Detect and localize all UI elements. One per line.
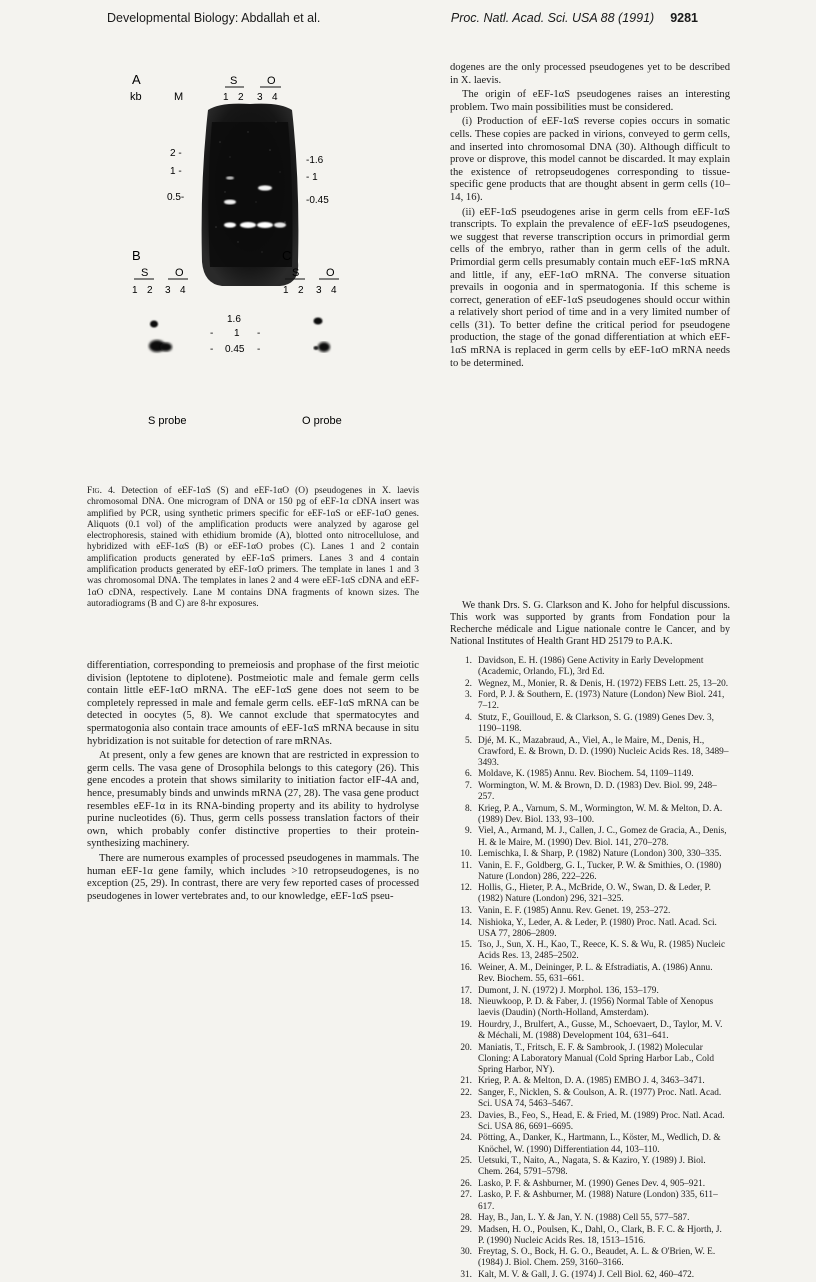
reference-text: Vanin, E. F., Goldberg, G. I., Tucker, P. W. & Smithies, O. (1980) Nature (London) 286, 222–226.: [478, 860, 722, 882]
reference-number: 15.: [460, 940, 472, 951]
reference-item: [450, 804, 730, 826]
reference-number: 3.: [465, 690, 472, 701]
reference-number: 12.: [460, 883, 472, 894]
reference-text: Lemischka, I. & Sharp, P. (1982) Nature (London) 300, 330–335.: [478, 849, 722, 860]
reference-text: Lasko, P. F. & Ashburner, M. (1990) Genes Dev. 4, 905–921.: [478, 1178, 706, 1189]
reference-item: [450, 736, 730, 769]
c-lane-4: 4: [331, 285, 337, 296]
reference-item: [450, 861, 730, 883]
reference-item: [450, 1270, 730, 1281]
bc-marker-1.6: 1.6: [227, 314, 241, 325]
reference-text: Davidson, E. H. (1986) Gene Activity in Early Development (Academic, Orlando, FL), 3rd Ed.: [478, 656, 704, 678]
reference-item: [450, 1043, 730, 1076]
reference-text: Krieg, P. A. & Melton, D. A. (1985) EMBO J. 4, 3463–3471.: [478, 1076, 705, 1087]
reference-number: 5.: [465, 735, 472, 746]
c-o-label: O: [326, 267, 335, 279]
o-probe-label: O probe: [302, 415, 342, 427]
s-probe-label: S probe: [148, 415, 187, 427]
reference-number: 4.: [465, 712, 472, 723]
reference-item: [450, 997, 730, 1019]
s-primer-label: S: [230, 75, 238, 87]
reference-text: Freytag, S. O., Bock, H. G. O., Beaudet, A. L. & O'Brien, W. E. (1984) J. Biol. Chem. 259, 3160–3166.: [478, 1247, 716, 1269]
reference-item: [450, 1190, 730, 1212]
b-lane-1: 1: [132, 285, 138, 296]
reference-number: 10.: [460, 849, 472, 860]
right-column-body: [450, 62, 730, 372]
reference-text: Stutz, F., Gouilloud, E. & Clarkson, S. G. (1989) Genes Dev. 3, 1190–1198.: [478, 712, 714, 735]
reference-list: [450, 656, 730, 1282]
reference-text: Hollis, G., Hieter, P. A., McBride, O. W., Swan, D. & Leder, P. (1982) Nature (London) 296, 321–325.: [478, 883, 711, 905]
reference-number: 7.: [465, 781, 472, 792]
reference-number: 16.: [460, 963, 472, 974]
reference-item: [450, 713, 730, 735]
reference-text: Hay, B., Jan, L. Y. & Jan, Y. N. (1988) Cell 55, 577–587.: [478, 1213, 690, 1224]
reference-item: [450, 1156, 730, 1178]
reference-text: Tso, J., Sun, X. H., Kao, T., Reece, K. S. & Wu, R. (1985) Nucleic Acids Res. 13, 2485–2502.: [478, 940, 726, 962]
reference-number: 25.: [460, 1156, 472, 1167]
b-lane-4: 4: [180, 285, 186, 296]
bc-marker-1-value: 1: [234, 328, 240, 339]
reference-number: 28.: [460, 1213, 472, 1224]
running-header-right: [451, 11, 698, 25]
reference-text: Moldave, K. (1985) Annu. Rev. Biochem. 54, 1109–1149.: [478, 769, 694, 780]
autoradiogram-o-probe: [314, 318, 331, 353]
reference-number: 18.: [460, 997, 472, 1008]
reference-text: Pötting, A., Danker, K., Hartmann, L., Köster, M., Wedlich, D. & Knöchel, W. (1990) Differentiation 44, 103–110.: [478, 1133, 721, 1155]
reference-text: Maniatis, T., Fritsch, E. F. & Sambrook, J. (1982) Molecular Cloning: A Laboratory Manual (Cold Spring Harbor Lab., Cold Spring Harbor, NY).: [478, 1042, 715, 1075]
reference-text: Wegnez, M., Monier, R. & Denis, H. (1972) FEBS Lett. 25, 13–20.: [478, 678, 729, 689]
reference-item: [450, 883, 730, 905]
paragraph: differentiation, corresponding to premeiosis and prophase of the first meiotic division (leptotene to diplotene). Postmeiotic male and female germ cells contain little eEF-1αO mRNA. The eEF-1αS gene does not seem to be completely repressed in male and female germ cells. eEF-1αS mRNA can be detected in oocytes (5, 8). We cannot exclude that spermatocytes and spermatogonia also contain trace amounts of eEF-1αS mRNA because in situ hybridization is not suitable for detection of rare mRNAs.: [87, 660, 419, 747]
marker-1kb: 1 -: [170, 166, 182, 177]
reference-item: [450, 1225, 730, 1247]
reference-text: Viel, A., Armand, M. J., Callen, J. C., Gomez de Gracia, A., Denis, H. & le Maire, M. (1990) Dev. Biol. 141, 270–278.: [478, 826, 727, 848]
reference-text: Djé, M. K., Mazabraud, A., Viel, A., le Maire, M., Denis, H., Crawford, E. & Brown, D. D. (1990) Nucleic Acids Res. 18, 3489–3493.: [478, 735, 729, 768]
b-o-label: O: [175, 267, 184, 279]
reference-number: 26.: [460, 1178, 472, 1189]
reference-number: 2.: [465, 678, 472, 689]
paragraph: (ii) eEF-1αS pseudogenes arise in germ cells from eEF-1αS transcripts. To explain the prevalence of eEF-1αS pseudogenes, we suggest that reverse transcription occurs in primordial germ cells of the embryo, rather than in germ cells of the adult. Primordial germ cells presumably contain much eEF-1αS mRNA and little, if any, eEF-1αO mRNA. The converse situation prevails in oogonia and in spermatogonia. If this scheme is correct, generation of eEF-1αS pseudogenes should occur within a relatively short period of time and in a very limited number of cells (31). To better define the critical period for pseudogene production, the stage of the gonad differentiation at which eEF-1αS mRNA is replaced in germ cells by eEF-1αO mRNA needs to be determined.: [450, 206, 730, 369]
reference-number: 9.: [465, 826, 472, 837]
reference-item: [450, 940, 730, 962]
bc-marker-0.45-dash: -: [210, 344, 214, 355]
lane-1-label: 1: [223, 92, 229, 103]
kb-label: kb: [130, 91, 142, 103]
reference-text: Vanin, E. F. (1985) Annu. Rev. Genet. 19, 253–272.: [478, 906, 671, 917]
marker-0.5kb: 0.5-: [167, 192, 185, 203]
reference-item: [450, 1111, 730, 1133]
caption-text: Detection of eEF-1αS (S) and eEF-1αO (O) pseudogenes in X. laevis chromosomal DNA. One microgram of DNA or 150 pg of eEF-1α cDNA insert was amplified by PCR, using synthetic primers specific for eEF-1αS or eEF-1αO genes. Aliquots (0.1 vol) of the amplification products were analyzed by agarose gel electrophoresis, stained with ethidium bromide (A), blotted onto nitrocellulose, and hybridized with eEF-1αS (B) or eEF-1αO probes (C). Lanes 1 and 2 contain amplification products generated by eEF-1αS primers. Lanes 3 and 4 contain amplification products generated by eEF-1αO primers. The template in lanes 1 and 3 was chromosomal DNA. The templates in lanes 2 and 4 were eEF-1αS cDNA and eEF-1αO cDNA, respectively. Lane M contains DNA fragments of known sizes. The autoradiograms (B and C) are 8-hr exposures.: [87, 486, 419, 609]
reference-item: [450, 769, 730, 780]
lane-3-label: 3: [257, 92, 263, 103]
reference-number: 21.: [460, 1076, 472, 1087]
reference-item: [450, 826, 730, 848]
reference-text: Nishioka, Y., Leder, A. & Leder, P. (1980) Proc. Natl. Acad. Sci. USA 77, 2806–2809.: [478, 917, 717, 939]
reference-number: 19.: [460, 1020, 472, 1030]
paragraph: (i) Production of eEF-1αS reverse copies occurs in somatic cells. These copies are packed in virions, conveyed to germ cells, and inserted into chromosomal DNA (30). Although difficult to prove or disprove, this model cannot be discarded. It may explain the existence of retropseudogenes corresponding to tissue-specific gene products that are thought absent in germ cells (10–14, 16).: [450, 116, 730, 203]
reference-text: Krieg, P. A., Varnum, S. M., Wormington, W. M. & Melton, D. A. (1989) Dev. Biol. 133, 93–100.: [478, 803, 723, 825]
figure-4: [130, 62, 420, 462]
reference-text: Uetsuki, T., Naito, A., Nagata, S. & Kaziro, Y. (1989) J. Biol. Chem. 264, 5791–5798.: [478, 1156, 706, 1178]
reference-text: Kalt, M. V. & Gall, J. G. (1974) J. Cell Biol. 62, 460–472.: [478, 1270, 695, 1281]
lane-m-label: M: [174, 91, 184, 103]
reference-number: 6.: [465, 769, 472, 780]
svg-text:-: -: [257, 344, 261, 355]
panel-b-label: B: [132, 248, 141, 263]
reference-number: 14.: [460, 917, 472, 928]
reference-item: [450, 690, 730, 712]
reference-item: [450, 963, 730, 985]
reference-number: 8.: [465, 803, 472, 814]
o-primer-label: O: [267, 75, 276, 87]
c-s-label: S: [292, 267, 300, 279]
reference-number: 17.: [460, 985, 472, 996]
reference-text: Ford, P. J. & Southern, E. (1973) Nature (London) New Biol. 241, 7–12.: [478, 690, 725, 712]
reference-number: 11.: [460, 860, 472, 871]
c-lane-2: 2: [298, 285, 304, 296]
autoradiogram-s-probe: [149, 321, 172, 353]
reference-text: Sanger, F., Nicklen, S. & Coulson, A. R. (1977) Proc. Natl. Acad. Sci. USA 74, 5463–5467.: [478, 1088, 722, 1110]
left-column-body: [87, 660, 419, 905]
reference-number: 24.: [460, 1133, 472, 1144]
reference-number: 23.: [460, 1110, 472, 1121]
reference-text: Hourdry, J., Brulfert, A., Gusse, M., Schoevaert, D., Taylor, M. V. & Méchali, M. (1988) Development 104, 631–641.: [478, 1020, 723, 1042]
b-lane-2: 2: [147, 285, 153, 296]
bc-marker-0.45: 0.45: [225, 344, 245, 355]
reference-item: [450, 679, 730, 690]
reference-item: [450, 1213, 730, 1224]
paragraph: dogenes are the only processed pseudogenes yet to be described in X. laevis.: [450, 62, 730, 86]
reference-item: [450, 1133, 730, 1155]
marker-2kb: 2 -: [170, 148, 182, 159]
panel-a-label: A: [132, 72, 141, 87]
reference-item: [450, 906, 730, 917]
reference-item: [450, 1076, 730, 1087]
svg-text:-: -: [257, 328, 261, 339]
reference-number: 13.: [460, 906, 472, 917]
reference-text: Lasko, P. F. & Ashburner, M. (1988) Nature (London) 335, 611–617.: [478, 1190, 718, 1212]
reference-item: [450, 986, 730, 997]
reference-item: [450, 1247, 730, 1269]
reference-item: [450, 656, 730, 678]
reference-item: [450, 1020, 730, 1042]
reference-text: Madsen, H. O., Poulsen, K., Dahl, O., Clark, B. F. C. & Hjorth, J. P. (1990) Nucleic Acids Res. 18, 1513–1516.: [478, 1224, 722, 1246]
running-header-left: Developmental Biology: Abdallah et al.: [107, 11, 321, 25]
marker-1: - 1: [306, 172, 318, 183]
reference-item: [450, 1088, 730, 1110]
reference-number: 20.: [460, 1042, 472, 1053]
paragraph: The origin of eEF-1αS pseudogenes raises an interesting problem. Two main possibilities must be considered.: [450, 89, 730, 113]
reference-text: Weiner, A. M., Deininger, P. L. & Efstradiatis, A. (1986) Annu. Rev. Biochem. 55, 631–661.: [478, 963, 713, 985]
b-lane-3: 3: [165, 285, 171, 296]
paragraph: At present, only a few genes are known that are restricted in expression to germ cells. The vasa gene of Drosophila belongs to this category (26). This gene encodes a protein that shows similarity to initiation factor eIF-4A and, hence, presumably binds and unwinds mRNA (27, 28). The vasa gene product resembles eEF-1α in its RNA-binding property and its ability to hydrolyse purine nucleotides (6). Thus, germ cells possess translation factors of their own, which probably confer distinctive properties to their protein-synthesizing machinery.: [87, 750, 419, 850]
marker-0.45: -0.45: [306, 195, 329, 206]
marker-1.6: -1.6: [306, 155, 324, 166]
reference-item: [450, 849, 730, 860]
c-lane-3: 3: [316, 285, 322, 296]
reference-number: 22.: [460, 1088, 472, 1099]
b-s-label: S: [141, 267, 149, 279]
reference-item: [450, 1179, 730, 1190]
acknowledgement: We thank Drs. S. G. Clarkson and K. Joho for helpful discussions. This work was supported by grants from Fondation pour la Recherche médicale and Ligue nationale contre le Cancer, and by National Institutes of Health Grant HD 25179 to P.A.K.: [450, 600, 730, 647]
journal-citation: Proc. Natl. Acad. Sci. USA 88 (1991): [450, 11, 655, 25]
reference-number: 29.: [460, 1224, 472, 1235]
page-number: 9281: [670, 11, 698, 25]
c-lane-1: 1: [283, 285, 289, 296]
reference-text: Wormington, W. M. & Brown, D. D. (1983) Dev. Biol. 99, 248–257.: [478, 781, 717, 803]
reference-item: [450, 918, 730, 940]
paragraph: There are numerous examples of processed pseudogenes in mammals. The human eEF-1α gene family, which includes >10 retropseudogenes, is no exception (25, 29). In contrast, there are very few reported cases of processed pseudogenes in lower vertebrates and, to our knowledge, eEF-1αS pseu-: [87, 852, 419, 902]
reference-number: 31.: [460, 1270, 472, 1281]
reference-number: 1.: [465, 656, 472, 666]
reference-number: 30.: [460, 1247, 472, 1258]
panel-c-label: C: [282, 248, 292, 263]
caption-label: Fig. 4.: [87, 486, 116, 496]
lane-2-label: 2: [238, 92, 244, 103]
figure-caption: [87, 486, 419, 610]
reference-text: Dumont, J. N. (1972) J. Morphol. 136, 153–179.: [478, 985, 659, 996]
reference-text: Nieuwkoop, P. D. & Faber, J. (1956) Normal Table of Xenopus laevis (Daudin) (North-Holland, Amsterdam).: [478, 997, 714, 1019]
reference-number: 27.: [460, 1190, 472, 1201]
lane-4-label: 4: [272, 92, 278, 103]
reference-text: Davies, B., Feo, S., Head, E. & Fried, M. (1989) Proc. Natl. Acad. Sci. USA 86, 6691–6695.: [478, 1110, 725, 1132]
reference-item: [450, 781, 730, 803]
bc-marker-1: -: [210, 328, 214, 339]
